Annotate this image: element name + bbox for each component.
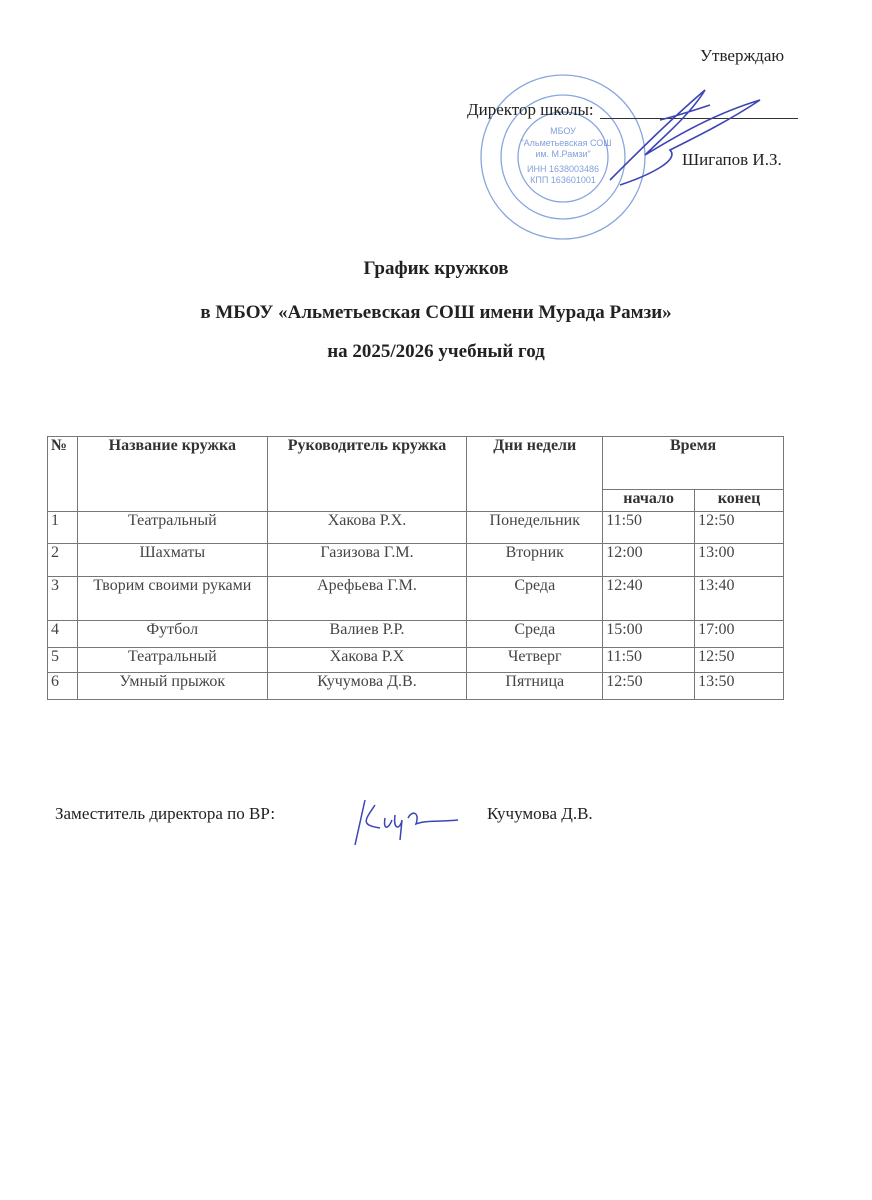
cell-end: 12:50	[695, 648, 784, 673]
cell-num: 4	[48, 621, 78, 648]
cell-end: 13:00	[695, 544, 784, 577]
director-label: Директор школы:	[467, 100, 594, 119]
doc-subtitle: в МБОУ «Альметьевская СОШ имени Мурада Рамзи»	[200, 302, 672, 323]
director-signature	[600, 80, 770, 190]
cell-end: 17:00	[695, 621, 784, 648]
stamp-line: "Альметьевская СОШ	[520, 138, 612, 148]
cell-leader: Валиев Р.Р.	[267, 621, 467, 648]
director-name: Шигапов И.З.	[682, 150, 782, 169]
cell-day: Вторник	[467, 544, 603, 577]
cell-name: Творим своими руками	[77, 577, 267, 621]
approval-label: Утверждаю	[700, 46, 785, 65]
stamp-line: КПП 163601001	[530, 175, 596, 185]
cell-num: 1	[48, 512, 78, 544]
col-header-time: Время	[603, 437, 784, 490]
deputy-label: Заместитель директора по ВР:	[55, 804, 276, 823]
cell-day: Среда	[467, 621, 603, 648]
stamp-line: МБОУ	[550, 126, 576, 136]
col-header-end: конец	[695, 490, 784, 512]
deputy-signature	[350, 790, 460, 850]
col-header-start: начало	[603, 490, 695, 512]
cell-start: 12:40	[603, 577, 695, 621]
cell-leader: Арефьева Г.М.	[267, 577, 467, 621]
cell-name: Театральный	[77, 512, 267, 544]
cell-start: 12:50	[603, 673, 695, 700]
col-header-leader: Руководитель кружка	[267, 437, 467, 512]
cell-start: 11:50	[603, 648, 695, 673]
col-header-name: Название кружка	[77, 437, 267, 512]
cell-num: 5	[48, 648, 78, 673]
stamp-line: ИНН 1638003486	[526, 164, 600, 174]
cell-leader: Кучумова Д.В.	[267, 673, 467, 700]
cell-end: 13:50	[695, 673, 784, 700]
cell-leader: Хакова Р.Х.	[267, 512, 467, 544]
cell-day: Четверг	[467, 648, 603, 673]
cell-day: Понедельник	[467, 512, 603, 544]
cell-name: Футбол	[77, 621, 267, 648]
doc-title: График кружков	[363, 258, 509, 279]
cell-leader: Газизова Г.М.	[267, 544, 467, 577]
cell-day: Среда	[467, 577, 603, 621]
table-row	[48, 673, 784, 700]
cell-leader: Хакова Р.Х	[267, 648, 467, 673]
cell-start: 15:00	[603, 621, 695, 648]
cell-start: 11:50	[603, 512, 695, 544]
col-header-days: Дни недели	[467, 437, 603, 512]
schedule-table	[47, 436, 784, 700]
table-row	[48, 544, 784, 577]
stamp-line: им. М.Рамзи"	[535, 149, 591, 159]
cell-num: 3	[48, 577, 78, 621]
table-row	[48, 648, 784, 673]
cell-name: Умный прыжок	[77, 673, 267, 700]
cell-num: 6	[48, 673, 78, 700]
cell-name: Театральный	[77, 648, 267, 673]
cell-start: 12:00	[603, 544, 695, 577]
cell-end: 13:40	[695, 577, 784, 621]
cell-end: 12:50	[695, 512, 784, 544]
cell-name: Шахматы	[77, 544, 267, 577]
deputy-name: Кучумова Д.В.	[487, 804, 593, 823]
table-row	[48, 577, 784, 621]
cell-day: Пятница	[467, 673, 603, 700]
col-header-num: №	[48, 437, 78, 512]
cell-num: 2	[48, 544, 78, 577]
table-row	[48, 512, 784, 544]
table-row	[48, 621, 784, 648]
doc-year: на 2025/2026 учебный год	[327, 341, 545, 362]
